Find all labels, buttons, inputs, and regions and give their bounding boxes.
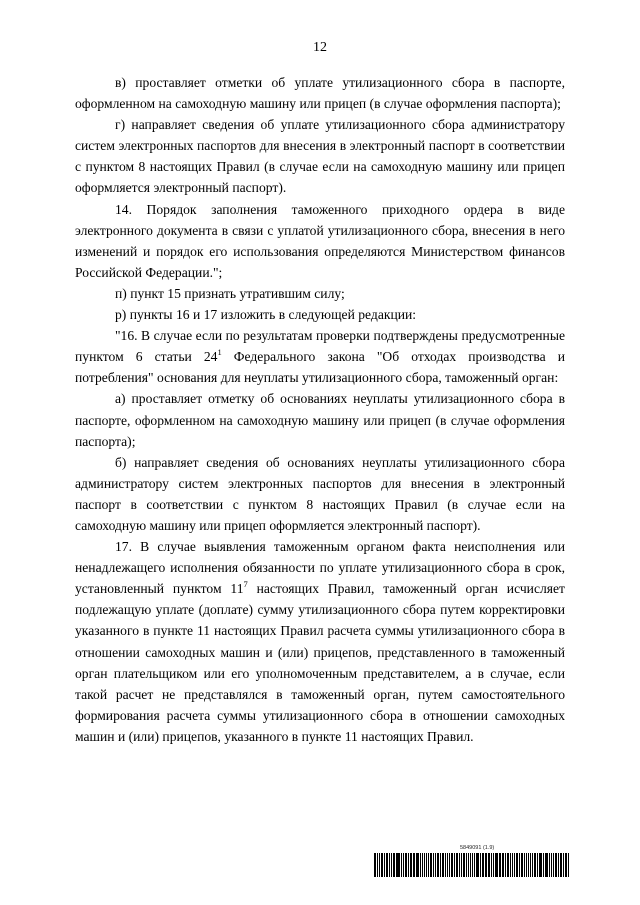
- paragraph-text: в) проставляет отметки об уплате утилизационного сбора в паспорте, оформленном на самоходную машину или прицеп (в случае оформления паспорта);: [75, 75, 565, 112]
- paragraph: [75, 199, 565, 283]
- paragraph: [75, 283, 565, 304]
- paragraph-text: Федерального закона "Об отходах производства и потребления" основания для неуплаты утилизационного сбора, таможенный орган:: [75, 349, 565, 386]
- paragraph-text: 14. Порядок заполнения таможенного приходного ордера в виде электронного документа в связи с уплатой утилизационного сбора, внесения в него изменений и порядок его использования определяются Министерством финансов Российской Федерации.";: [75, 201, 565, 280]
- superscript: 1: [217, 347, 222, 358]
- paragraph-text: "16. В случае если по результатам проверки подтверждены предусмотренные пунктом 6 статьи 24: [75, 328, 565, 365]
- paragraph: [75, 536, 565, 747]
- paragraph-text: а) проставляет отметку об основаниях неуплаты утилизационного сбора в паспорте, оформленном на самоходную машину или прицеп (в случае оформления паспорта);: [75, 391, 565, 449]
- paragraph: [75, 304, 565, 325]
- paragraph-text: р) пункты 16 и 17 изложить в следующей редакции:: [115, 307, 417, 323]
- paragraph: [75, 388, 565, 451]
- paragraph-text: 17. В случае выявления таможенным органом факта неисполнения или ненадлежащего исполнения обязанности по уплате утилизационного сбора в срок, установленный пунктом 11: [75, 539, 565, 597]
- paragraph: [75, 325, 565, 388]
- paragraph: [75, 452, 565, 536]
- paragraph-text: настоящих Правил, таможенный орган исчисляет подлежащую уплате (доплате) сумму утилизационного сбора путем корректировки указанного в пункте 11 настоящих Правил расчета суммы утилизационного сбора в отношении самоходных машин и (или) прицепов, представленного в таможенный орган плательщиком или его уполномоченным представителем, а в случае, если такой расчет не представлялся в таможенный орган, путем самостоятельного формирования расчета суммы утилизационного сбора в отношении самоходных машин и (или) прицепов, указанного в пункте 11 настоящих Правил.: [75, 581, 565, 744]
- superscript: 7: [243, 579, 248, 590]
- paragraph-text: г) направляет сведения об уплате утилизационного сбора администратору систем электронных паспортов для внесения в электронный паспорт в соответствии с пунктом 8 настоящих Правил (в случае если на самоходную машину или прицеп оформляется электронный паспорт).: [75, 117, 565, 196]
- paragraph: [75, 72, 565, 114]
- paragraph-text: п) пункт 15 признать утратившим силу;: [115, 285, 345, 301]
- document-code: 5849091 (1.9): [460, 845, 495, 851]
- document-body: [75, 72, 565, 747]
- paragraph: [75, 114, 565, 198]
- paragraph-text: б) направляет сведения об основаниях неуплаты утилизационного сбора администратору систем электронных паспортов для внесения в электронный паспорт в соответствии с пунктом 8 настоящих Правил (в случае если на самоходную машину или прицеп оформляется электронный паспорт).: [75, 454, 565, 533]
- page-number: 12: [313, 40, 327, 55]
- barcode: [374, 853, 570, 877]
